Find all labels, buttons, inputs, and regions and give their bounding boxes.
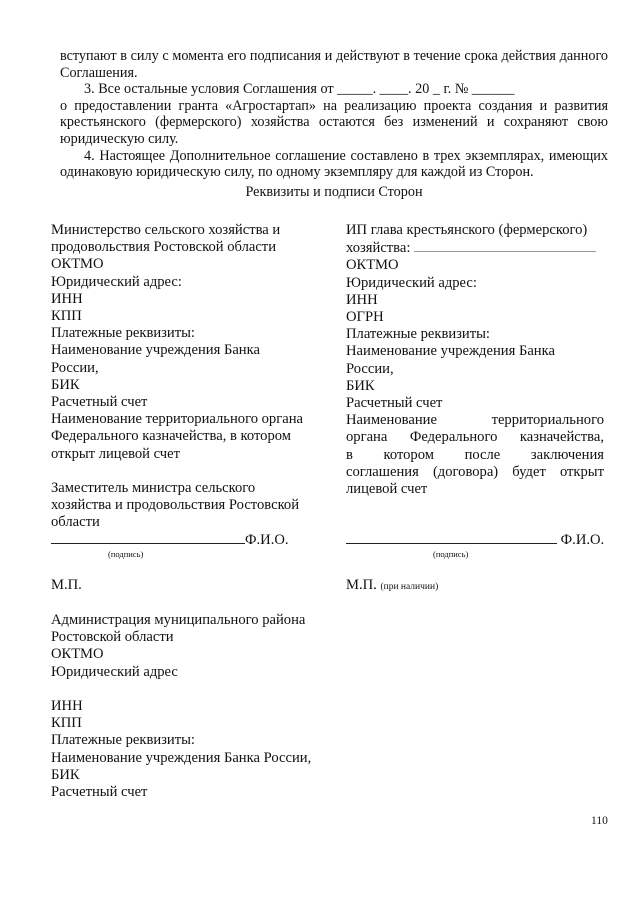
municipal-oktmo: ОКТМО: [51, 646, 104, 663]
farmer-treasury-line5: лицевой счет: [346, 481, 428, 498]
municipal-name-line2: Ростовской области: [51, 629, 174, 646]
municipal-kpp: КПП: [51, 715, 82, 732]
ministry-address: Юридический адрес:: [51, 273, 182, 290]
signer-line1: Заместитель министра сельского: [51, 480, 256, 497]
farmer-requisites: [346, 222, 604, 498]
farmer-bik: БИК: [346, 377, 375, 394]
municipal-payment: Платежные реквизиты:: [51, 732, 195, 749]
paragraph-4: 4. Настоящее Дополнительное соглашение составлено в трех экземплярах, имеющих одинаковую юридическую силу, по одному экземпляру для каждой из Сторон.: [60, 147, 608, 181]
municipal-requisites: [51, 612, 451, 801]
ministry-treasury-line1: Наименование территориального органа: [51, 411, 303, 428]
signer-line3: области: [51, 514, 100, 531]
ministry-signature-row: [51, 532, 289, 549]
intro-block: [60, 48, 608, 181]
signer-line2: хозяйства и продовольствия Ростовской: [51, 497, 300, 514]
farmer-signature-caption: (подпись): [433, 549, 469, 559]
paragraph-continuation: вступают в силу с момента его подписания и действуют в течение срока действия данного Соглашения.: [60, 48, 608, 81]
farmer-treasury-line2: органа Федерального казначейства,: [346, 429, 604, 446]
farmer-fio: Ф.И.О.: [560, 532, 605, 548]
farmer-account: Расчетный счет: [346, 395, 443, 412]
farmer-stamp-place: [346, 577, 438, 594]
spacer: [51, 463, 313, 480]
ministry-bank-line1: Наименование учреждения Банка: [51, 342, 260, 359]
ministry-treasury-line2: Федерального казначейства, в котором: [51, 428, 292, 445]
ministry-oktmo: ОКТМО: [51, 256, 104, 273]
ministry-requisites: [51, 222, 313, 532]
farmer-name-line2-row: [346, 239, 604, 257]
ministry-bik: БИК: [51, 376, 80, 393]
farmer-treasury-line4: соглашения (договора) будет открыт: [346, 463, 604, 480]
municipal-address: Юридический адрес: [51, 663, 178, 680]
farmer-signature-row: [346, 532, 604, 549]
farmer-signature-field[interactable]: [346, 543, 557, 544]
paragraph-3-start: 3. Все остальные условия Соглашения от _____. ____. 20 _ г. № ______: [84, 81, 515, 98]
ministry-signature-caption: (подпись): [108, 549, 144, 559]
municipal-account: Расчетный счет: [51, 784, 148, 801]
farmer-name-line2: хозяйства:: [346, 240, 411, 257]
farmer-bank-line1: Наименование учреждения Банка: [346, 343, 555, 360]
municipal-bank: Наименование учреждения Банка России,: [51, 749, 312, 766]
spacer: [51, 681, 451, 698]
ministry-signature-field[interactable]: [51, 543, 245, 544]
paragraph-3-continuation: о предоставлении гранта «Агростартап» на реализацию проекта создания и развития крестьянского (фермерского) хозяйства остаются без изменений и сохраняют свою юридическую силу.: [60, 97, 608, 147]
farmer-ogrn: ОГРН: [346, 309, 384, 326]
ministry-name-line2: продовольствия Ростовской области: [51, 239, 276, 256]
ministry-stamp-place: М.П.: [51, 577, 82, 593]
ministry-fio: Ф.И.О.: [245, 532, 289, 548]
farmer-treasury-line3: в котором после заключения: [346, 446, 604, 463]
municipal-inn: ИНН: [51, 698, 83, 714]
ministry-bank-line2: России,: [51, 359, 99, 376]
farmer-payment: Платежные реквизиты:: [346, 326, 490, 343]
page-number: 110: [591, 815, 608, 827]
farmer-treasury-line1: Наименование территориального: [346, 412, 604, 429]
ministry-treasury-line3: открыт лицевой счет: [51, 445, 181, 462]
ministry-kpp: КПП: [51, 308, 82, 325]
ministry-inn: ИНН: [51, 290, 83, 307]
ministry-account: Расчетный счет: [51, 394, 148, 411]
municipal-name-line1: Администрация муниципального района: [51, 612, 306, 628]
farmer-bank-line2: России,: [346, 360, 394, 377]
ministry-payment: Платежные реквизиты:: [51, 325, 195, 342]
farmer-mp-note: (при наличии): [380, 582, 439, 592]
section-title: Реквизиты и подписи Сторон: [245, 184, 423, 200]
farmer-address: Юридический адрес:: [346, 274, 477, 291]
farmer-name-line1: ИП глава крестьянского (фермерского): [346, 222, 588, 238]
farmer-inn: ИНН: [346, 291, 378, 308]
municipal-bik: БИК: [51, 766, 80, 783]
farmer-oktmo: ОКТМО: [346, 257, 399, 274]
farmer-mp-label: М.П.: [346, 577, 377, 593]
farmer-name-field[interactable]: [414, 239, 596, 252]
ministry-name-line1: Министерство сельского хозяйства и: [51, 222, 281, 238]
